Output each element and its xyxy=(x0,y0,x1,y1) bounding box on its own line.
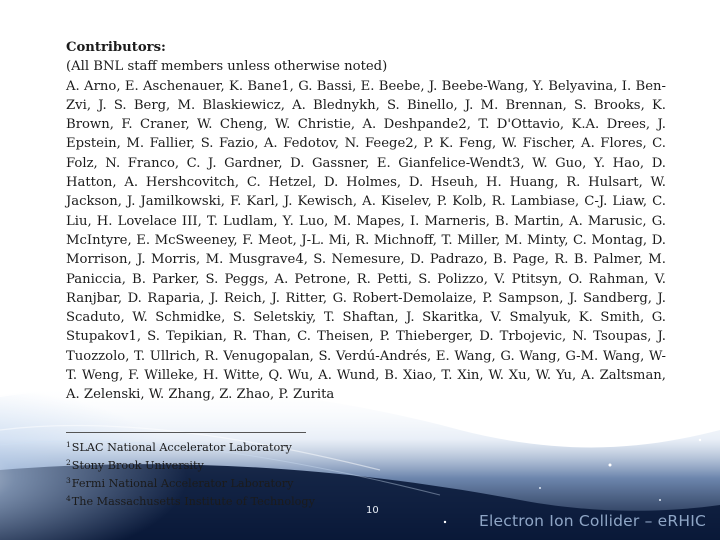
slide-heading: Contributors: xyxy=(66,40,166,55)
footnote-3 xyxy=(66,473,366,491)
footnote-text: SLAC National Accelerator Laboratory xyxy=(71,441,292,454)
footnotes xyxy=(66,432,366,509)
footnote-rule xyxy=(66,432,306,433)
eic-logo-text: Electron Ion Collider – eRHIC xyxy=(479,512,707,530)
footnote-4 xyxy=(66,491,366,509)
footnote-text: The Massachusetts Institute of Technology xyxy=(71,495,315,508)
footnote-mark: 3 xyxy=(66,476,71,485)
footnote-mark: 4 xyxy=(66,494,71,503)
footnote-1 xyxy=(66,437,366,455)
contributor-names: A. Arno, E. Aschenauer, K. Bane1, G. Bassi, E. Beebe, J. Beebe-Wang, Y. Belyavina, I. Ben-Zvi, J. S. Berg, M. Blaskiewicz, A. Blednykh, S. Binello, J. M. Brennan, S. Brooks, K. Brown, F. Craner, W. Cheng, W. Christie, A. Deshpande2, T. D'Ottavio, K.A. Drees, J. Epstein, M. Fallier, S. Fazio, A. Fedotov, N. Feege2, P. K. Feng, W. Fischer, A. Flores, C. Folz, N. Franco, C. J. Gardner, D. Gassner, E. Gianfelice-Wendt3, W. Guo, Y. Hao, D. Hatton, A. Hershcovitch, C. Hetzel, D. Holmes, D. Hseuh, H. Huang, R. Hulsart, W. Jackson, J. Jamilkowski, F. Karl, J. Kewisch, A. Kiselev, P. Kolb, R. Lambiase, C-J. Liaw, C. Liu, H. Lovelace III, T. Ludlam, Y. Luo, M. Mapes, I. Marneris, B. Martin, A. Marusic, G. McIntyre, E. McSweeney, F. Meot, J-L. Mi, R. Michnoff, T. Miller, M. Minty, C. Montag, D. Morrison, J. Morris, M. Musgrave4, S. Nemesure, D. Padrazo, B. Page, R. B. Palmer, M. Paniccia, B. Parker, S. Peggs, A. Petrone, R. Petti, S. Polizzo, V. Ptitsyn, O. Rahman, V. Ranjbar, D. Raparia, J. Reich, J. Ritter, G. Robert-Demolaize, P. Sampson, J. Sandberg, J. Scaduto, W. Schmidke, S. Seletskiy, T. Shaftan, J. Skaritka, V. Smalyuk, K. Smith, G. Stupakov1, S. Tepikian, R. Than, C. Theisen, P. Thieberger, D. Trbojevic, N. Tsoupas, J. Tuozzolo, T. Ullrich, R. Venugopalan, S. Verdú-Andrés, E. Wang, G. Wang, G-M. Wang, W-T. Weng, F. Willeke, H. Witte, Q. Wu, A. Wund, B. Xiao, T. Xin, W. Xu, W. Yu, A. Zaltsman, A. Zelenski, W. Zhang, Z. Zhao, P. Zurita xyxy=(66,78,666,403)
footnote-2 xyxy=(66,455,366,473)
footnote-mark: 1 xyxy=(66,440,71,449)
footnote-mark: 2 xyxy=(66,458,71,467)
footnote-text: Stony Brook University xyxy=(71,459,204,472)
slide-subheading: (All BNL staff members unless otherwise noted) xyxy=(66,59,388,75)
page-number: 10 xyxy=(366,505,379,516)
footnote-text: Fermi National Accelerator Laboratory xyxy=(71,477,294,490)
contributors-text xyxy=(66,38,666,405)
